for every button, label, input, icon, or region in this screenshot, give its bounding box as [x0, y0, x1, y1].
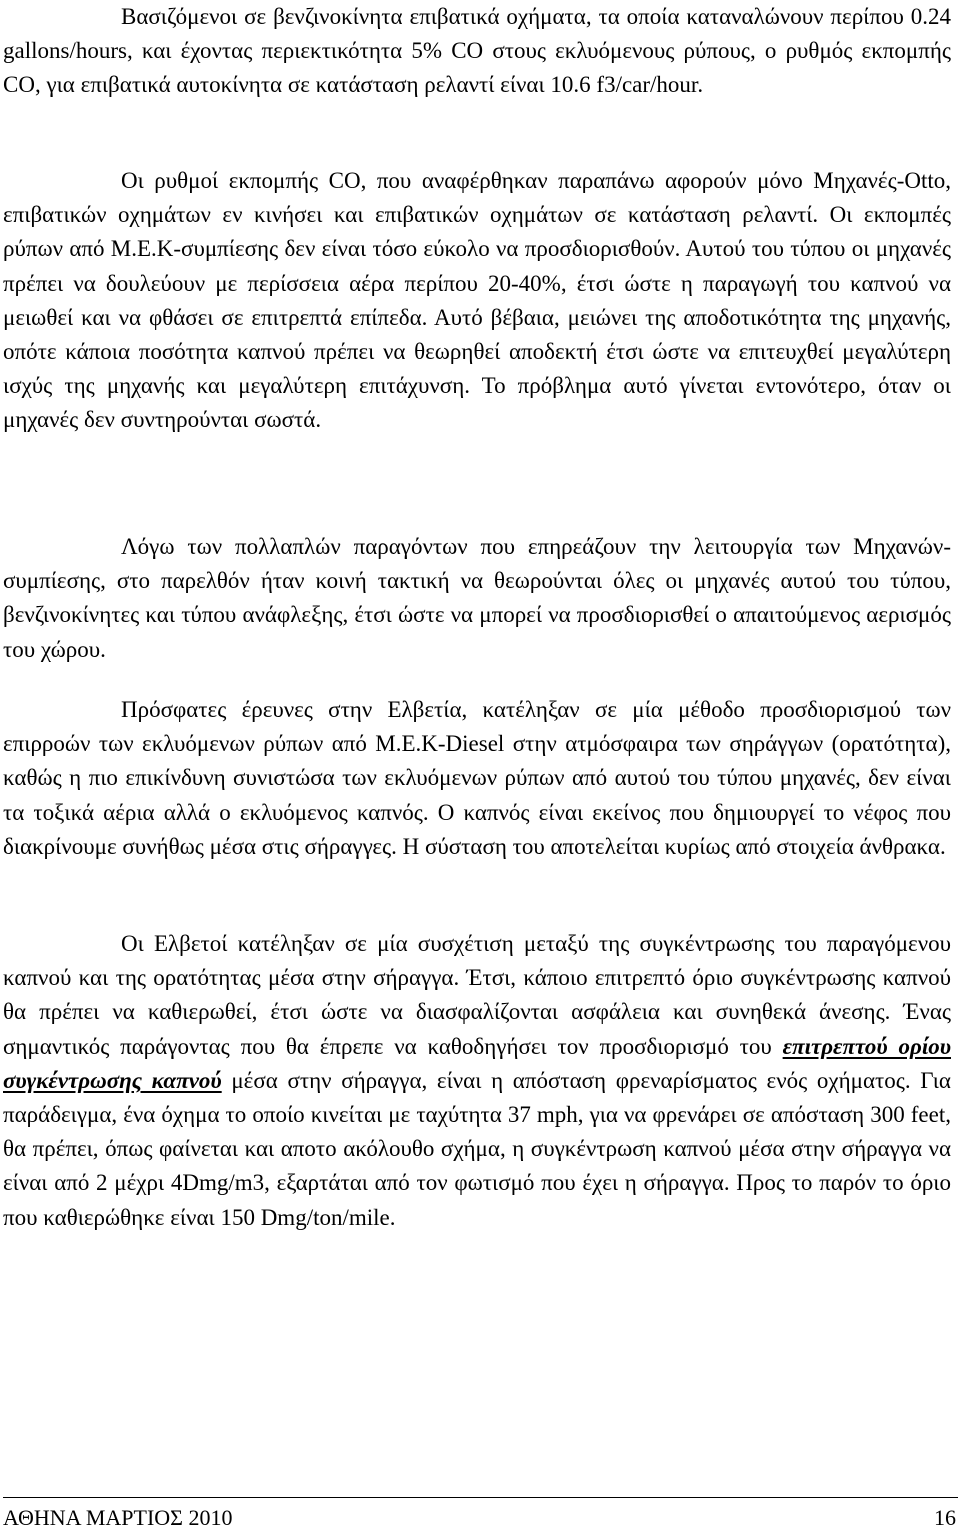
paragraph-5 — [3, 927, 951, 1235]
paragraph-5-text-after: μέσα στην σήραγγα, είναι η απόσταση φρεναρίσματος ενός οχήματος. Για παράδειγμα, ένα όχημα το οποίο κινείται με ταχύτητα 37 mph, για να φρενάρει σε απόσταση 300 feet, θα πρέπει, όπως φαίνεται και αποτο ακόλουθο σχήμα, η συγκέντρωση καπνού μέσα στην σήραγγα να είναι από 2 μέχρι 4Dmg/m3, εξαρτάται από τον φωτισμό που έχει η σήραγγα. Προς το παρόν το όριο που καθιερώθηκε είναι 150 Dmg/ton/mile. — [3, 1067, 951, 1230]
paragraph-3: Λόγω των πολλαπλών παραγόντων που επηρεάζουν την λειτουργία των Μηχανών-συμπίεσης, στο παρελθόν ήταν κοινή τακτική να θεωρούνται όλες οι μηχανές αυτού του τύπου, βενζινοκίνητες και τύπου ανάφλεξης, έτσι ώστε να μπορεί να προσδιορισθεί ο απαιτούμενος αερισμός του χώρου. — [3, 534, 951, 662]
page-number: 16 — [934, 1505, 956, 1530]
footer-date: ΑΘΗΝΑ ΜΑΡΤΙΟΣ 2010 — [3, 1505, 233, 1530]
paragraph-1: Βασιζόμενοι σε βενζινοκίνητα επιβατικά οχήματα, τα οποία καταναλώνουν περίπου 0.24 gallons/hours, και έχοντας περιεκτικότητα 5% CO στους εκλυόμενους ρύπους, ο ρυθμός εκπομπής CO, για επιβατικά αυτοκίνητα σε κατάσταση ρελαντί είναι 10.6 f3/car/hour. — [3, 4, 951, 98]
paragraph-5-emphasis: επιτρεπτού ορίου συγκέντρωσης καπνού — [3, 1033, 951, 1093]
paragraph-2: Οι ρυθμοί εκπομπής CO, που αναφέρθηκαν παραπάνω αφορούν μόνο Μηχανές-Otto, επιβατικών οχημάτων εν κινήσει και επιβατικών οχημάτων σε κατάσταση ρελαντί. Οι εκπομπές ρύπων από Μ.Ε.Κ-συμπίεσης δεν είναι τόσο εύκολο να προσδιορισθούν. Αυτού του τύπου οι μηχανές πρέπει να δουλεύουν με περίσσεια αέρα περίπου 20-40%, έτσι ώστε η παραγωγή του καπνού να μειωθεί και να φθάσει σε επιτρεπτά επίπεδα. Αυτό βέβαια, μειώνει της αποδοτικότητα της μηχανής, οπότε κάποια ποσότητα καπνού πρέπει να θεωρηθεί αποδεκτή έτσι ώστε να επιτευχθεί μεγαλύτερη ισχύς της μηχανής και μεγαλύτερη επιτάχυνση. Το πρόβλημα αυτό γίνεται εντονότερο, όταν οι μηχανές δεν συντηρούνται σωστά. — [3, 168, 951, 433]
paragraph-4: Πρόσφατες έρευνες στην Ελβετία, κατέληξαν σε μία μέθοδο προσδιορισμού των επιρροών των εκλυόμενων ρύπων από Μ.Ε.Κ-Diesel στην ατμόσφαιρα των σηράγγων (ορατότητα), καθώς η πιο επικίνδυνη συνιστώσα των εκλυόμενων ρύπων από αυτού του τύπου μηχανές, δεν είναι τα τοξικά αέρια αλλά ο εκλυόμενος καπνός. Ο καπνός είναι εκείνος που δημιουργεί το νέφος που διακρίνουμε συνήθως μέσα στις σήραγγες. Η σύσταση του αποτελείται κυρίως από στοιχεία άνθρακα. — [3, 697, 951, 859]
footer-divider — [3, 1497, 958, 1498]
paragraph-5-text-before: Οι Ελβετοί κατέληξαν σε μία συσχέτιση μεταξύ της συγκέντρωσης του παραγόμενου καπνού και της ορατότητας μέσα στην σήραγγα. Έτσι, κάποιο επιτρεπτό όριο συγκέντρωσης καπνού θα πρέπει να καθιερωθεί, έτσι ώστε να διασφαλίζονται ασφάλεια και συνηθεκά άνεσης. Ένας σημαντικός παράγοντας που θα έπρεπε να καθοδηγήσει τον προσδιορισμό του — [3, 931, 951, 1059]
